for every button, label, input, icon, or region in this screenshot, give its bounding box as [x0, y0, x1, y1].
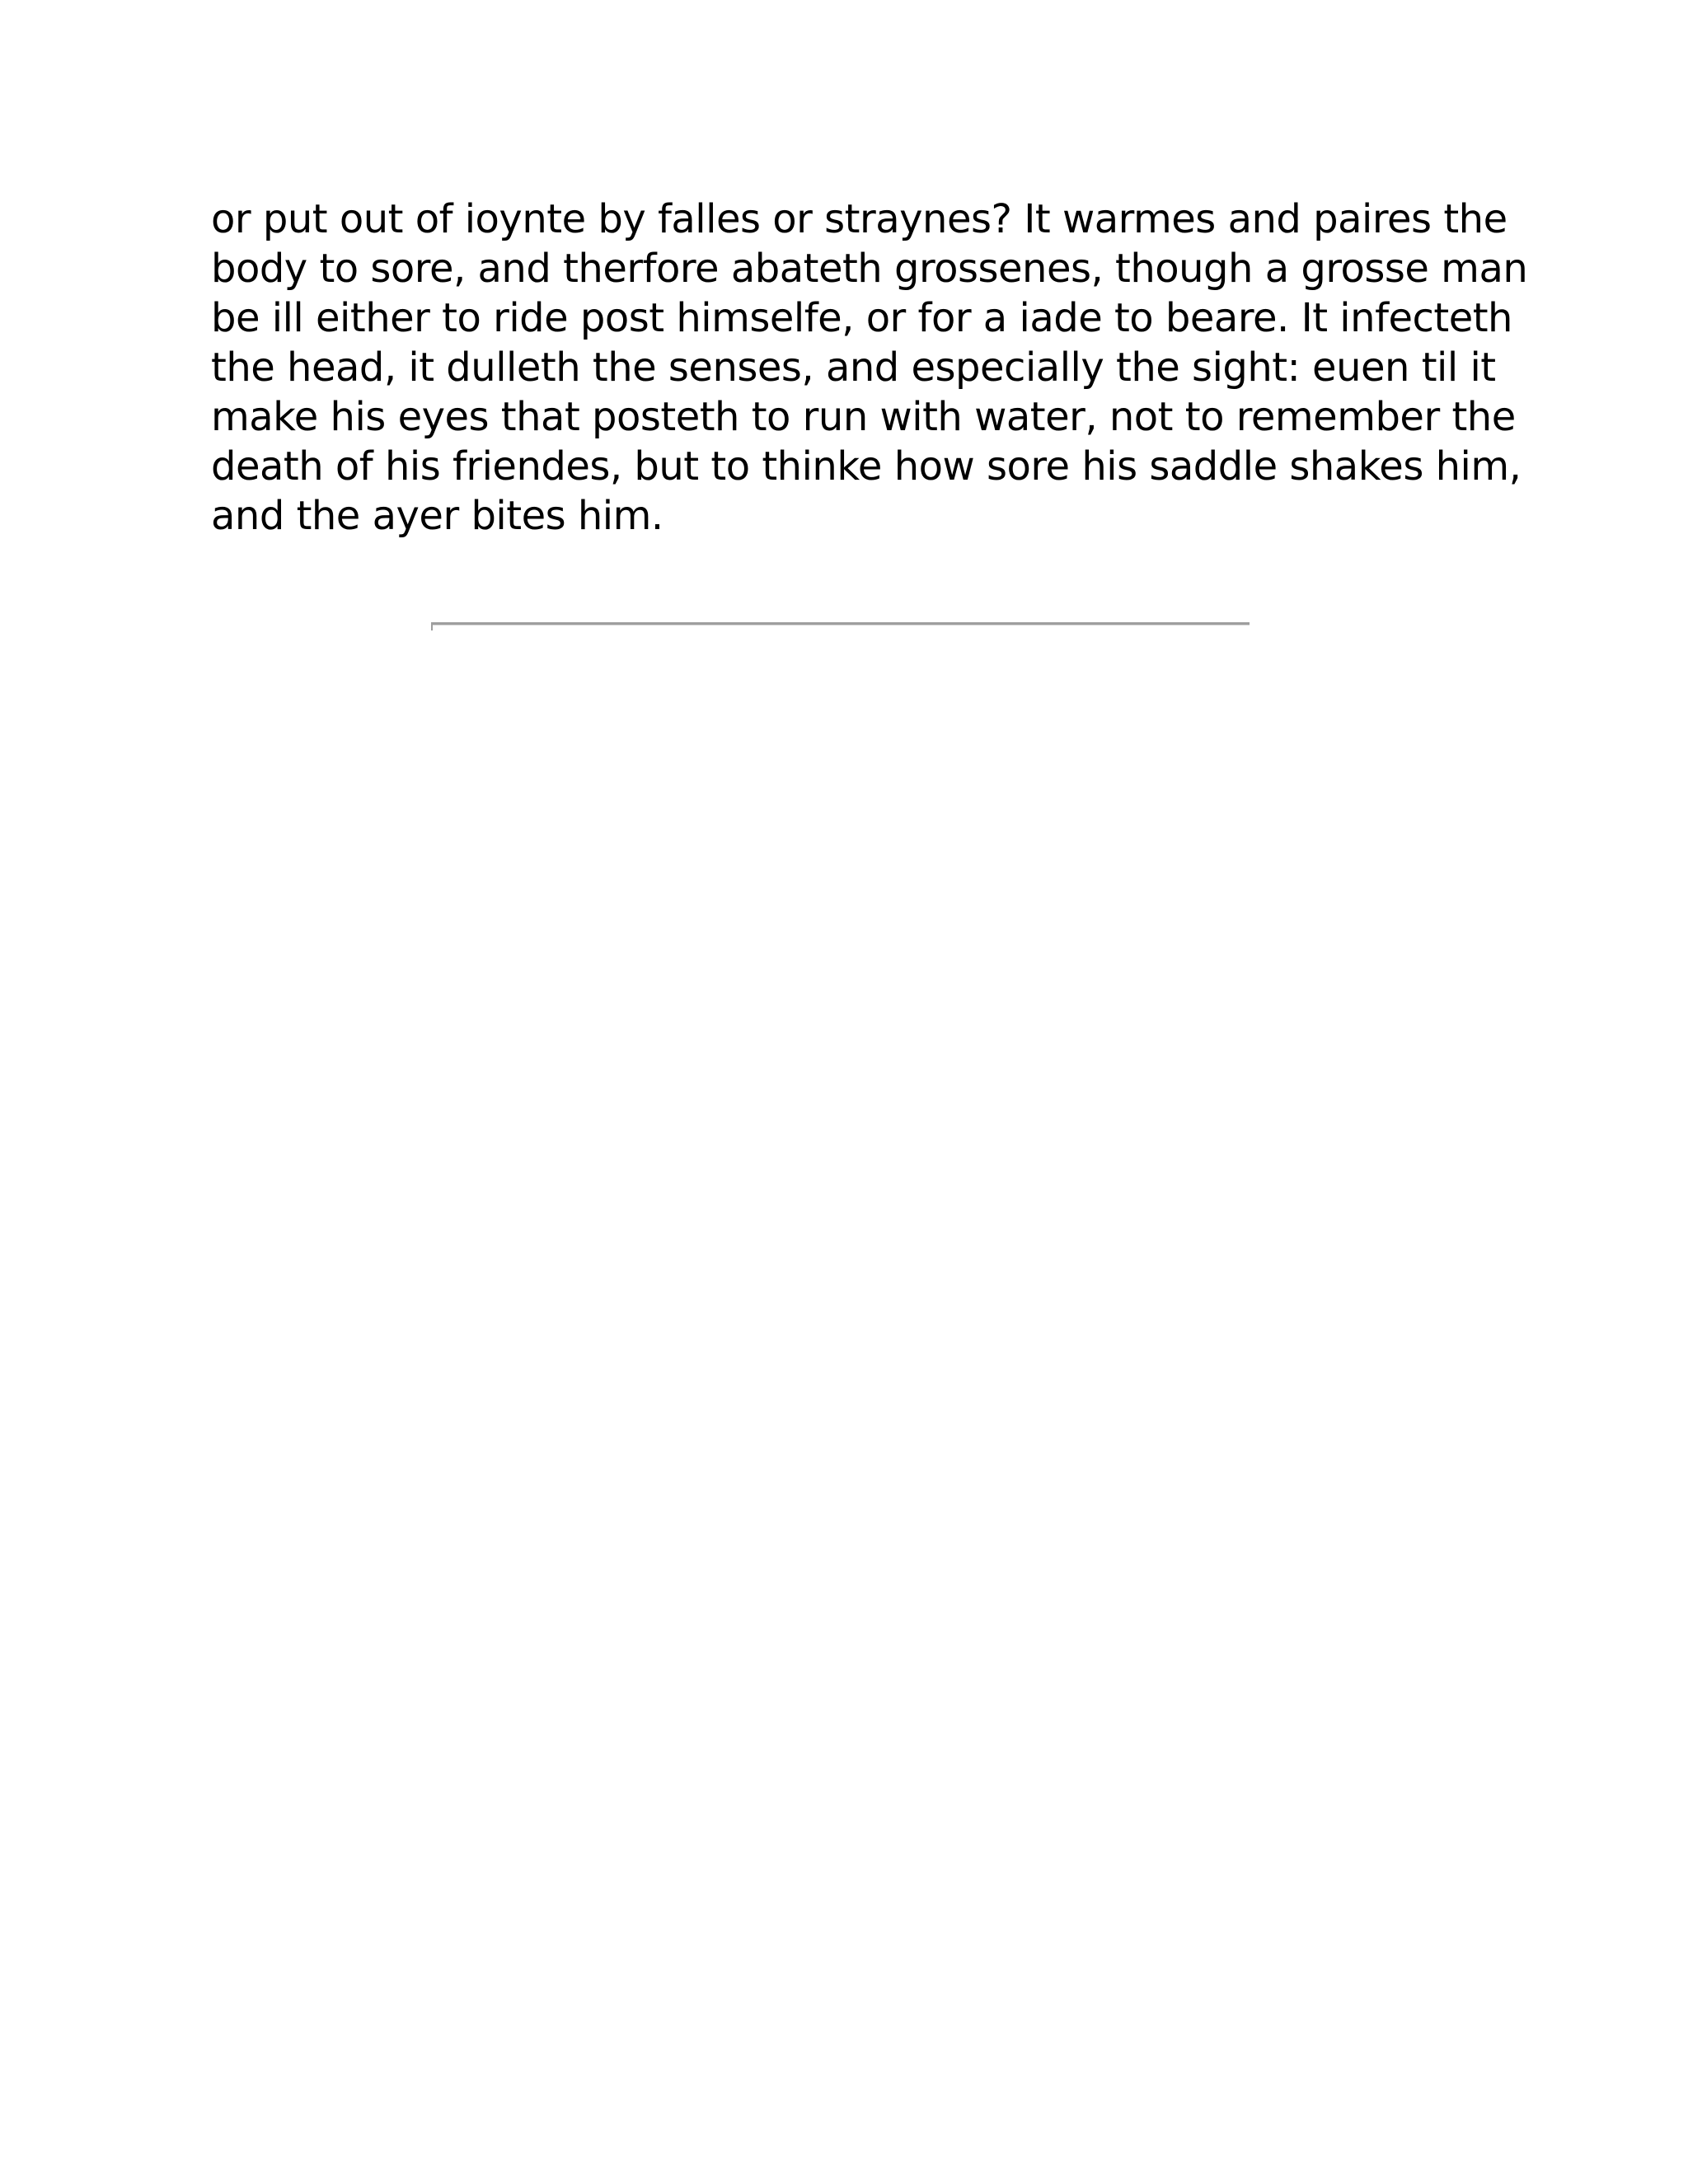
paragraph-line-1: or put out of ioynte by falles or straynes? It warmes and paires the: [211, 196, 1507, 242]
paragraph-line-6: death of his friendes, but to thinke how sore his saddle shakes him,: [211, 443, 1522, 490]
paragraph-line-3: be ill either to ride post himselfe, or for a iade to beare. It infecteth: [211, 295, 1512, 341]
paragraph-line-7: and the ayer bites him.: [211, 493, 663, 539]
paragraph-line-4: the head, it dulleth the senses, and especially the sight: euen til it: [211, 344, 1496, 391]
body-paragraph: [211, 194, 1528, 541]
paragraph-line-5: make his eyes that posteth to run with water, not to remember the: [211, 394, 1516, 440]
paragraph-line-2: body to sore, and therfore abateth grossenes, though a grosse man: [211, 246, 1528, 292]
horizontal-rule: [431, 622, 1250, 626]
